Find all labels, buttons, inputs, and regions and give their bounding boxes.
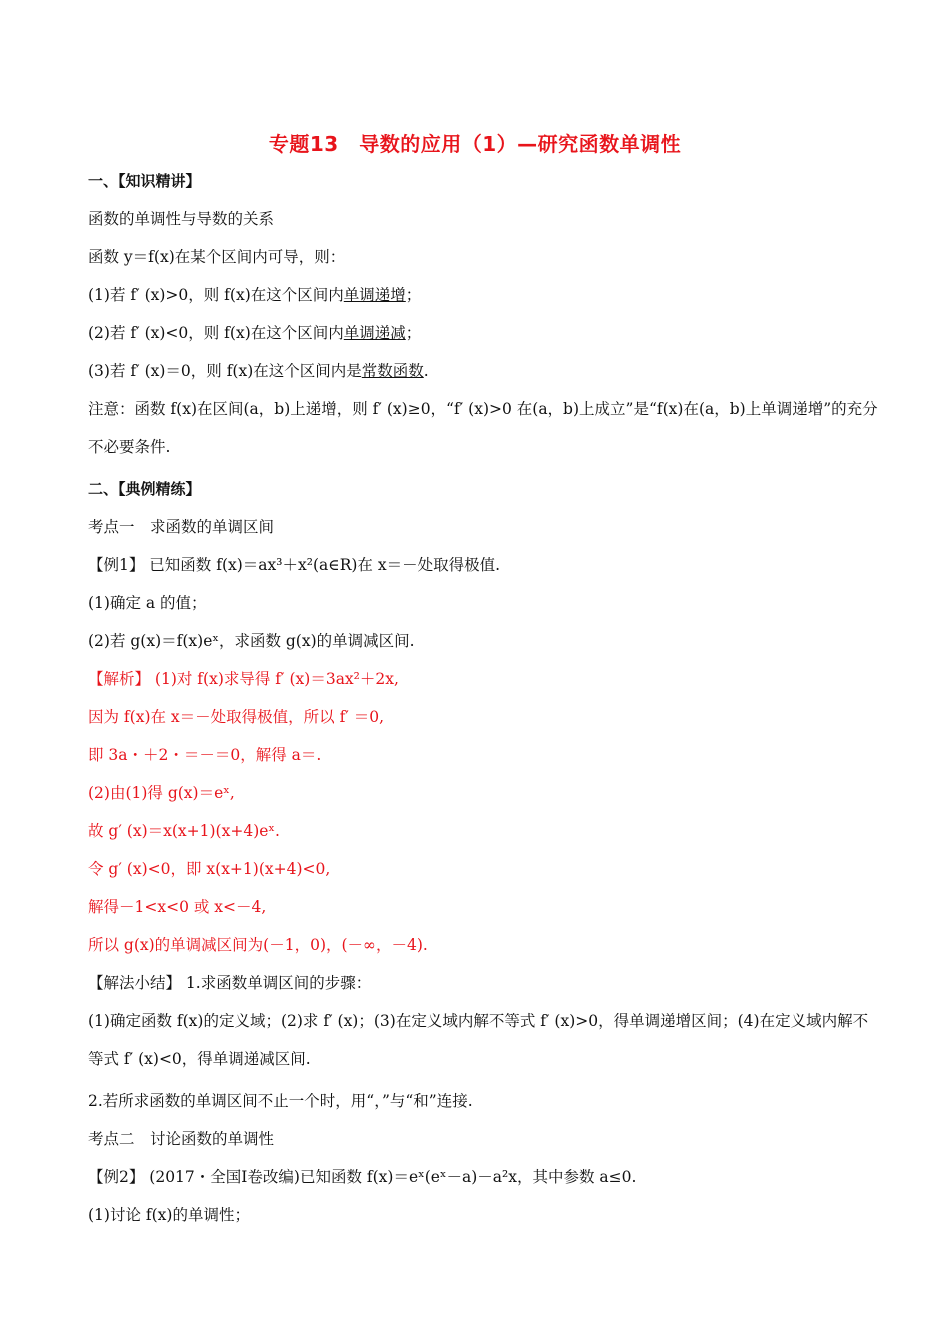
underlined-term: 常数函数 bbox=[361, 362, 424, 380]
solution-line: 解得－1<x<0 或 x<－4, bbox=[88, 898, 267, 916]
text-span: ； bbox=[405, 286, 422, 304]
rule-constant bbox=[88, 360, 878, 382]
method-summary-steps: (1)确定函数 f(x)的定义域；(2)求 f′ (x)；(3)在定义域内解不等式 f′ (x)>0，得单调递增区间；(4)在定义域内解不等式 f′ (x)<0，得单调递减区间. bbox=[88, 1012, 869, 1068]
example-1-q1: (1)确定 a 的值； bbox=[88, 594, 207, 612]
solution-line: 即 3a・＋2・＝－＝0，解得 a＝. bbox=[88, 746, 322, 764]
page-title: 专题13 导数的应用（1）—研究函数单调性 bbox=[268, 132, 682, 156]
rule-increasing bbox=[88, 284, 878, 306]
text-span: (3)若 f′ (x)＝0，则 f(x)在这个区间内是 bbox=[88, 362, 362, 380]
method-summary-heading: 【解法小结】 1.求函数单调区间的步骤： bbox=[88, 974, 372, 992]
example-2-q1: (1)讨论 f(x)的单调性； bbox=[88, 1206, 250, 1224]
underlined-term: 单调递减 bbox=[343, 324, 406, 342]
section-heading-knowledge: 一、【知识精讲】 bbox=[88, 172, 201, 190]
underlined-term: 单调递增 bbox=[343, 286, 406, 304]
example-2: 【例2】 (2017・全国Ⅰ卷改编)已知函数 f(x)＝eˣ(eˣ－a)－a²x，其中参数 a≤0. bbox=[88, 1168, 637, 1186]
text-span: (2)若 f′ (x)<0，则 f(x)在这个区间内 bbox=[88, 324, 344, 342]
kaodian-1: 考点一 求函数的单调区间 bbox=[88, 518, 275, 536]
solution-line: (2)由(1)得 g(x)＝eˣ, bbox=[88, 784, 235, 802]
solution-line: 所以 g(x)的单调减区间为(－1，0)，(－∞，－4). bbox=[88, 936, 428, 954]
solution-line: 【解析】 (1)对 f(x)求导得 f′ (x)＝3ax²＋2x, bbox=[88, 670, 399, 688]
example-1: 【例1】 已知函数 f(x)＝ax³＋x²(a∈R)在 x＝－处取得极值. bbox=[88, 556, 501, 574]
solution-line: 故 g′ (x)＝x(x+1)(x+4)eˣ. bbox=[88, 822, 280, 840]
text-span: . bbox=[423, 362, 429, 380]
note-paragraph: 注意：函数 f(x)在区间(a，b)上递增，则 f′ (x)≥0，“f′ (x)>0 在(a，b)上成立”是“f(x)在(a，b)上单调递增”的充分不必要条件. bbox=[88, 400, 878, 456]
text-line: 函数的单调性与导数的关系 bbox=[88, 210, 275, 228]
method-summary-note: 2.若所求函数的单调区间不止一个时，用“，”与“和”连接. bbox=[88, 1092, 473, 1110]
text-span: (1)若 f′ (x)>0，则 f(x)在这个区间内 bbox=[88, 286, 344, 304]
example-1-q2: (2)若 g(x)＝f(x)eˣ，求函数 g(x)的单调减区间. bbox=[88, 632, 415, 650]
text-span: ； bbox=[405, 324, 422, 342]
kaodian-2: 考点二 讨论函数的单调性 bbox=[88, 1130, 275, 1148]
section-heading-examples: 二、【典例精练】 bbox=[88, 480, 201, 498]
solution-line: 因为 f(x)在 x＝－处取得极值，所以 f′ ＝0, bbox=[88, 708, 385, 726]
text-line: 函数 y＝f(x)在某个区间内可导，则： bbox=[88, 248, 346, 266]
solution-line: 令 g′ (x)<0，即 x(x+1)(x+4)<0, bbox=[88, 860, 331, 878]
rule-decreasing bbox=[88, 322, 878, 344]
